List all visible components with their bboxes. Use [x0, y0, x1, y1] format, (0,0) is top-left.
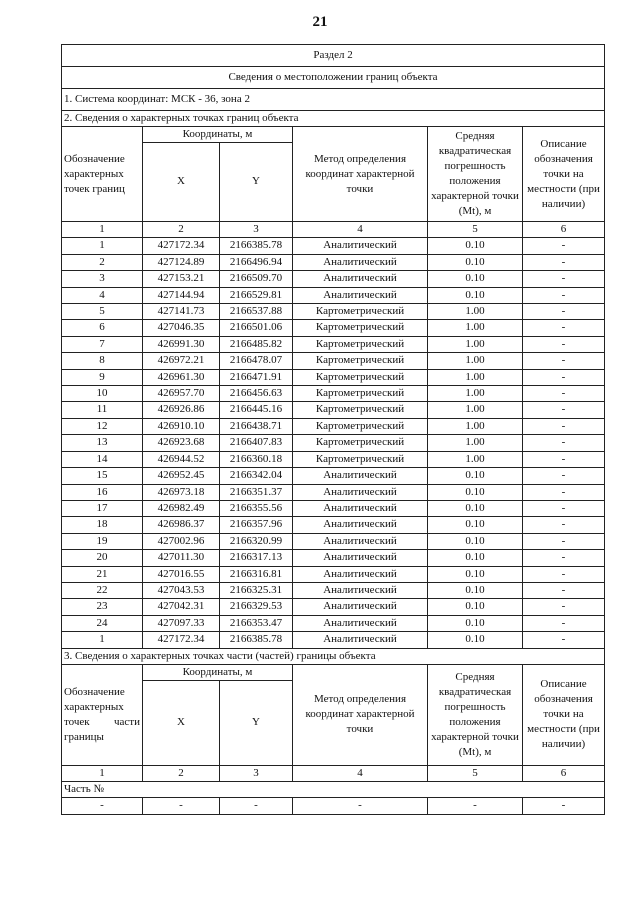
point-description: - [523, 533, 605, 549]
point-y: 2166537.88 [220, 304, 293, 320]
point-number: 16 [62, 484, 143, 500]
header-error: Средняя квадратическая погрешность положения характерной точки (Mt), м [428, 127, 523, 222]
column-number: 1 [62, 765, 143, 781]
column-number: 3 [220, 222, 293, 238]
point-error: 1.00 [428, 304, 523, 320]
point-number: 10 [62, 386, 143, 402]
point-method: Аналитический [293, 238, 428, 254]
point-number: 2 [62, 254, 143, 270]
point-method: Картометрический [293, 402, 428, 418]
point-x: 427097.33 [143, 615, 220, 631]
point-x: 427043.53 [143, 582, 220, 598]
point-x: 427153.21 [143, 271, 220, 287]
point-row [62, 533, 605, 549]
point-number: 15 [62, 468, 143, 484]
header-x: X [143, 143, 220, 222]
point-y: 2166357.96 [220, 517, 293, 533]
point-error: 0.10 [428, 632, 523, 648]
point-x: 427002.96 [143, 533, 220, 549]
header-coordinates: Координаты, м [143, 127, 293, 143]
point-row [62, 468, 605, 484]
point-number: 13 [62, 435, 143, 451]
coord-system: 1. Система координат: МСК - 36, зона 2 [62, 89, 605, 111]
point-description: - [523, 435, 605, 451]
point-row [62, 550, 605, 566]
parts-row [62, 798, 605, 814]
parts-cell: - [220, 798, 293, 814]
point-y: 2166478.07 [220, 353, 293, 369]
point-description: - [523, 320, 605, 336]
point-x: 426961.30 [143, 369, 220, 385]
point-method: Картометрический [293, 418, 428, 434]
parts-header-coordinates: Координаты, м [143, 664, 293, 680]
parts-cell: - [428, 798, 523, 814]
parts-heading: 3. Сведения о характерных точках части (частей) границы объекта [62, 648, 605, 664]
point-error: 0.10 [428, 238, 523, 254]
point-error: 0.10 [428, 484, 523, 500]
point-method: Картометрический [293, 353, 428, 369]
point-y: 2166316.81 [220, 566, 293, 582]
point-row [62, 304, 605, 320]
point-error: 0.10 [428, 468, 523, 484]
point-number: 21 [62, 566, 143, 582]
point-error: 0.10 [428, 533, 523, 549]
point-error: 1.00 [428, 369, 523, 385]
point-row [62, 418, 605, 434]
point-method: Картометрический [293, 320, 428, 336]
point-method: Аналитический [293, 582, 428, 598]
parts-header-method: Метод определения координат характерной точки [293, 664, 428, 765]
point-method: Аналитический [293, 550, 428, 566]
point-x: 427011.30 [143, 550, 220, 566]
column-number: 1 [62, 222, 143, 238]
point-error: 0.10 [428, 615, 523, 631]
header-designation: Обозначение характерных точек границ [62, 127, 143, 222]
point-x: 426991.30 [143, 336, 220, 352]
part-label: Часть № [62, 781, 605, 797]
parts-header-description: Описание обозначения точки на местности (при наличии) [523, 664, 605, 765]
point-x: 427046.35 [143, 320, 220, 336]
point-error: 0.10 [428, 582, 523, 598]
column-number: 6 [523, 765, 605, 781]
point-number: 14 [62, 451, 143, 467]
point-y: 2166407.83 [220, 435, 293, 451]
point-error: 1.00 [428, 451, 523, 467]
point-number: 20 [62, 550, 143, 566]
point-number: 3 [62, 271, 143, 287]
parts-header-y: Y [220, 680, 293, 765]
point-method: Картометрический [293, 435, 428, 451]
point-row [62, 271, 605, 287]
parts-header-error: Средняя квадратическая погрешность положения характерной точки (Mt), м [428, 664, 523, 765]
point-y: 2166342.04 [220, 468, 293, 484]
point-row [62, 386, 605, 402]
parts-header-x: X [143, 680, 220, 765]
point-error: 1.00 [428, 402, 523, 418]
point-description: - [523, 599, 605, 615]
point-error: 0.10 [428, 517, 523, 533]
point-row [62, 599, 605, 615]
column-number: 2 [143, 222, 220, 238]
point-method: Аналитический [293, 287, 428, 303]
point-error: 1.00 [428, 435, 523, 451]
point-description: - [523, 369, 605, 385]
point-method: Аналитический [293, 500, 428, 516]
point-method: Аналитический [293, 632, 428, 648]
point-method: Картометрический [293, 386, 428, 402]
column-number: 5 [428, 765, 523, 781]
point-description: - [523, 500, 605, 516]
point-description: - [523, 418, 605, 434]
point-row [62, 287, 605, 303]
point-description: - [523, 484, 605, 500]
column-number: 2 [143, 765, 220, 781]
point-y: 2166329.53 [220, 599, 293, 615]
point-x: 426944.52 [143, 451, 220, 467]
point-number: 22 [62, 582, 143, 598]
point-method: Аналитический [293, 468, 428, 484]
point-x: 426952.45 [143, 468, 220, 484]
section-title: Раздел 2 [62, 45, 605, 67]
point-y: 2166509.70 [220, 271, 293, 287]
point-row [62, 615, 605, 631]
point-description: - [523, 336, 605, 352]
point-row [62, 369, 605, 385]
point-row [62, 402, 605, 418]
point-x: 426973.18 [143, 484, 220, 500]
page-number: 21 [312, 14, 328, 30]
point-row [62, 353, 605, 369]
point-description: - [523, 386, 605, 402]
point-row [62, 517, 605, 533]
point-y: 2166445.16 [220, 402, 293, 418]
point-row [62, 254, 605, 270]
point-description: - [523, 254, 605, 270]
column-number: 4 [293, 765, 428, 781]
point-y: 2166496.94 [220, 254, 293, 270]
point-method: Картометрический [293, 336, 428, 352]
point-x: 426972.21 [143, 353, 220, 369]
point-method: Аналитический [293, 484, 428, 500]
point-error: 0.10 [428, 599, 523, 615]
point-y: 2166529.81 [220, 287, 293, 303]
point-description: - [523, 402, 605, 418]
point-row [62, 500, 605, 516]
point-method: Картометрический [293, 451, 428, 467]
point-row [62, 632, 605, 648]
point-method: Аналитический [293, 517, 428, 533]
point-x: 426982.49 [143, 500, 220, 516]
header-method: Метод определения координат характерной точки [293, 127, 428, 222]
point-description: - [523, 615, 605, 631]
point-description: - [523, 451, 605, 467]
point-description: - [523, 550, 605, 566]
point-x: 427042.31 [143, 599, 220, 615]
point-y: 2166325.31 [220, 582, 293, 598]
point-method: Аналитический [293, 533, 428, 549]
point-number: 24 [62, 615, 143, 631]
point-x: 427124.89 [143, 254, 220, 270]
point-method: Аналитический [293, 566, 428, 582]
point-description: - [523, 287, 605, 303]
point-error: 0.10 [428, 500, 523, 516]
point-y: 2166456.63 [220, 386, 293, 402]
point-number: 12 [62, 418, 143, 434]
point-row [62, 451, 605, 467]
point-number: 8 [62, 353, 143, 369]
point-method: Картометрический [293, 369, 428, 385]
point-row [62, 336, 605, 352]
point-method: Аналитический [293, 615, 428, 631]
point-error: 1.00 [428, 336, 523, 352]
point-y: 2166471.91 [220, 369, 293, 385]
points-heading: 2. Сведения о характерных точках границ объекта [62, 111, 605, 127]
point-error: 1.00 [428, 320, 523, 336]
point-number: 1 [62, 632, 143, 648]
point-x: 426986.37 [143, 517, 220, 533]
point-number: 7 [62, 336, 143, 352]
section-subtitle: Сведения о местоположении границ объекта [62, 67, 605, 89]
point-y: 2166501.06 [220, 320, 293, 336]
point-description: - [523, 353, 605, 369]
point-number: 4 [62, 287, 143, 303]
point-y: 2166317.13 [220, 550, 293, 566]
point-x: 427141.73 [143, 304, 220, 320]
column-number: 6 [523, 222, 605, 238]
point-error: 0.10 [428, 287, 523, 303]
point-x: 427144.94 [143, 287, 220, 303]
point-error: 0.10 [428, 271, 523, 287]
column-numbers-row [62, 222, 605, 238]
column-number: 3 [220, 765, 293, 781]
parts-header-designation: Обозначение характерных точек части границы [62, 664, 143, 765]
parts-cell: - [523, 798, 605, 814]
point-number: 6 [62, 320, 143, 336]
point-x: 426926.86 [143, 402, 220, 418]
point-description: - [523, 468, 605, 484]
point-error: 1.00 [428, 418, 523, 434]
parts-column-numbers-row [62, 765, 605, 781]
point-y: 2166385.78 [220, 238, 293, 254]
point-x: 427016.55 [143, 566, 220, 582]
point-description: - [523, 238, 605, 254]
boundary-points-table [61, 44, 605, 815]
parts-cell: - [293, 798, 428, 814]
point-y: 2166438.71 [220, 418, 293, 434]
point-y: 2166385.78 [220, 632, 293, 648]
point-row [62, 238, 605, 254]
point-y: 2166353.47 [220, 615, 293, 631]
point-row [62, 435, 605, 451]
point-description: - [523, 632, 605, 648]
header-y: Y [220, 143, 293, 222]
point-number: 17 [62, 500, 143, 516]
point-error: 0.10 [428, 550, 523, 566]
point-number: 18 [62, 517, 143, 533]
point-y: 2166351.37 [220, 484, 293, 500]
point-number: 19 [62, 533, 143, 549]
point-error: 1.00 [428, 386, 523, 402]
point-error: 0.10 [428, 254, 523, 270]
point-x: 427172.34 [143, 238, 220, 254]
point-method: Аналитический [293, 254, 428, 270]
point-y: 2166485.82 [220, 336, 293, 352]
point-y: 2166320.99 [220, 533, 293, 549]
point-number: 5 [62, 304, 143, 320]
point-description: - [523, 304, 605, 320]
point-method: Аналитический [293, 599, 428, 615]
point-row [62, 484, 605, 500]
point-number: 11 [62, 402, 143, 418]
point-number: 23 [62, 599, 143, 615]
parts-cell: - [62, 798, 143, 814]
header-description: Описание обозначения точки на местности (при наличии) [523, 127, 605, 222]
point-description: - [523, 517, 605, 533]
point-y: 2166360.18 [220, 451, 293, 467]
point-method: Картометрический [293, 304, 428, 320]
point-method: Аналитический [293, 271, 428, 287]
point-error: 1.00 [428, 353, 523, 369]
point-description: - [523, 566, 605, 582]
point-description: - [523, 271, 605, 287]
point-row [62, 582, 605, 598]
column-number: 5 [428, 222, 523, 238]
point-x: 426923.68 [143, 435, 220, 451]
point-x: 426957.70 [143, 386, 220, 402]
parts-cell: - [143, 798, 220, 814]
point-description: - [523, 582, 605, 598]
point-number: 1 [62, 238, 143, 254]
point-x: 427172.34 [143, 632, 220, 648]
point-y: 2166355.56 [220, 500, 293, 516]
point-x: 426910.10 [143, 418, 220, 434]
point-number: 9 [62, 369, 143, 385]
point-row [62, 320, 605, 336]
point-row [62, 566, 605, 582]
column-number: 4 [293, 222, 428, 238]
point-error: 0.10 [428, 566, 523, 582]
